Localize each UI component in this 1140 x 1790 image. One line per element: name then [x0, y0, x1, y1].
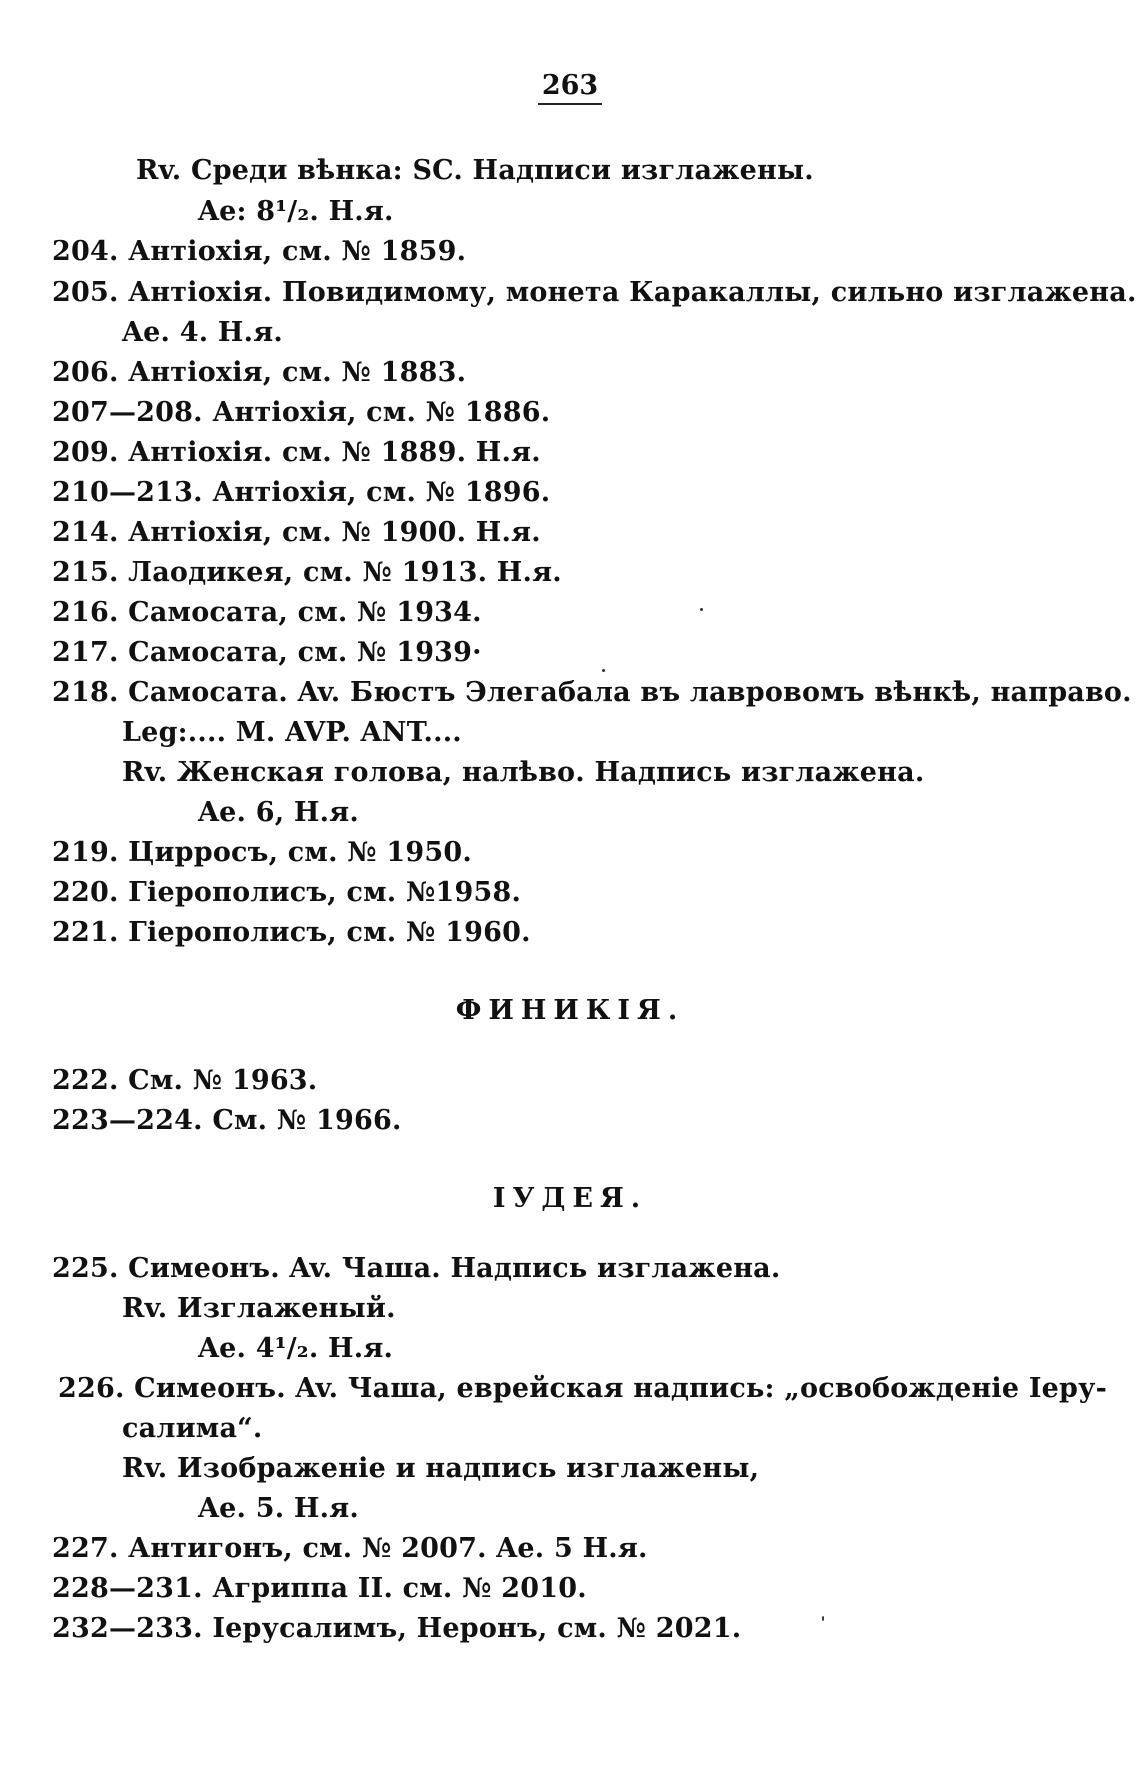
text-line: 206. Антіохія, см. № 1883. — [52, 357, 467, 388]
section-heading-phoenicia: ФИНИКІЯ. — [455, 995, 685, 1026]
text-line: 216. Самосата, см. № 1934. — [52, 597, 482, 628]
text-line: 205. Антіохія. Повидимому, монета Каракаллы, сильно изглажена. — [52, 277, 1137, 308]
text-line: 220. Гіерополисъ, см. №1958. — [52, 877, 522, 908]
text-line: Ae. 4. Н.я. — [122, 317, 283, 348]
text-line: 228—231. Агриппа II. см. № 2010. — [52, 1573, 587, 1604]
text-line: 225. Симеонъ. Av. Чаша. Надпись изглажена. — [52, 1253, 781, 1284]
text-line: 219. Цирросъ, см. № 1950. — [52, 837, 472, 868]
text-line: 222. См. № 1963. — [52, 1065, 318, 1096]
text-line: Ae. 4¹/₂. Н.я. — [198, 1333, 394, 1364]
text-line: Ae. 6, Н.я. — [198, 797, 359, 828]
text-line: 226. Симеонъ. Av. Чаша, еврейская надпись: „освобожденіе Іеру- — [58, 1373, 1108, 1404]
text-line: 209. Антіохія. см. № 1889. Н.я. — [52, 437, 541, 468]
ink-speck — [602, 669, 605, 672]
text-line: 217. Самосата, см. № 1939· — [52, 637, 482, 668]
text-line: 218. Самосата. Av. Бюстъ Элегабала въ лавровомъ вѣнкѣ, направо. — [52, 677, 1132, 708]
text-line: Rv. Изглаженый. — [122, 1293, 396, 1324]
text-line: Ae. 5. Н.я. — [198, 1493, 359, 1524]
text-line: 210—213. Антіохія, см. № 1896. — [52, 477, 551, 508]
ink-speck — [822, 1616, 824, 1621]
text-line: 204. Антіохія, см. № 1859. — [52, 236, 467, 267]
text-line: 221. Гіерополисъ, см. № 1960. — [52, 917, 531, 948]
ink-speck — [700, 608, 703, 611]
text-line: Ae: 8¹/₂. Н.я. — [198, 196, 394, 227]
text-line: 214. Антіохія, см. № 1900. Н.я. — [52, 517, 541, 548]
page-number: 263 — [0, 70, 1140, 105]
text-line: 207—208. Антіохія, см. № 1886. — [52, 397, 551, 428]
text-line: 223—224. См. № 1966. — [52, 1105, 402, 1136]
text-line: 215. Лаодикея, см. № 1913. Н.я. — [52, 557, 562, 588]
text-line: Leg:.... M. AVP. ANT.... — [122, 717, 462, 748]
text-line: 227. Антигонъ, см. № 2007. Ae. 5 Н.я. — [52, 1533, 648, 1564]
section-heading-judea: ІУДЕЯ. — [492, 1183, 648, 1214]
text-line: салима“. — [122, 1413, 263, 1444]
text-line: 232—233. Іерусалимъ, Неронъ, см. № 2021. — [52, 1613, 742, 1644]
text-line: Rv. Изображеніе и надпись изглажены, — [122, 1453, 760, 1484]
text-line: Rv. Женская голова, налѣво. Надпись изглажена. — [122, 757, 925, 788]
text-line: Rv. Среди вѣнка: SC. Надписи изглажены. — [136, 155, 814, 186]
